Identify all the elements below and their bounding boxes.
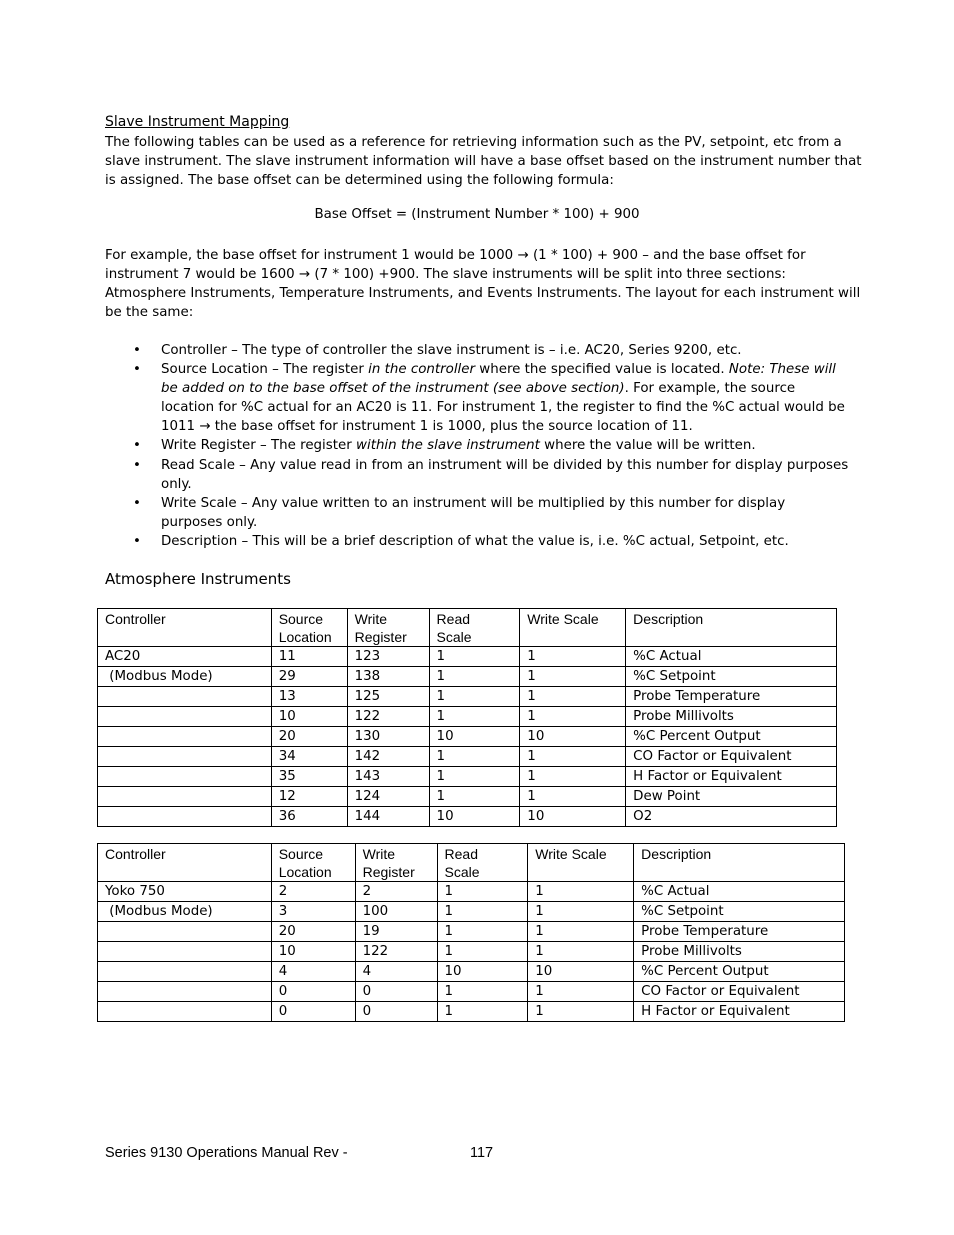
col-controller: Controller [98, 844, 272, 882]
table-cell: Yoko 750 [98, 882, 272, 902]
table-cell: %C Setpoint [626, 667, 837, 687]
list-item: • Controller – The type of controller the slave instrument is – i.e. AC20, Series 9200, etc. [105, 341, 850, 360]
table-cell: (Modbus Mode) [98, 667, 272, 687]
col-description: Description [634, 844, 845, 882]
table-cell: %C Setpoint [634, 902, 845, 922]
table-cell: 1 [429, 747, 520, 767]
table-cell: 1 [520, 787, 626, 807]
table-cell: 1 [437, 942, 528, 962]
table-cell [98, 787, 272, 807]
table-cell [98, 807, 272, 827]
table-cell [98, 767, 272, 787]
table-cell: 10 [520, 727, 626, 747]
table-cell: 1 [437, 1002, 528, 1022]
table-row [98, 902, 845, 922]
table-cell: 1 [429, 767, 520, 787]
table-cell: 20 [271, 727, 347, 747]
table-cell: 143 [347, 767, 429, 787]
table-row [98, 707, 837, 727]
table-cell: 122 [347, 707, 429, 727]
yoko750-mapping-table [97, 843, 845, 1022]
table-row [98, 1002, 845, 1022]
table-cell: 10 [429, 807, 520, 827]
table-cell: 1 [528, 922, 634, 942]
list-item: • Write Register – The register within the slave instrument where the value will be written. [105, 436, 850, 455]
table-cell [98, 687, 272, 707]
table-cell: 4 [355, 962, 437, 982]
table-cell: 1 [520, 647, 626, 667]
table-row [98, 982, 845, 1002]
example-paragraph: For example, the base offset for instrument 1 would be 1000 → (1 * 100) + 900 – and the base offset for instrument 7 would be 1600 → (7 * 100) +900. The slave instruments will be split into three sections: Atmosphere Instruments, Temperature Instruments, and Events Instruments. The layout for each instrument will be the same: [105, 248, 861, 321]
table-cell: 19 [355, 922, 437, 942]
col-controller: Controller [98, 609, 272, 647]
table-cell [98, 982, 272, 1002]
table-cell [98, 707, 272, 727]
table-cell: %C Actual [634, 882, 845, 902]
table-cell: (Modbus Mode) [98, 902, 272, 922]
table-cell: %C Percent Output [626, 727, 837, 747]
table-cell: O2 [626, 807, 837, 827]
table-row [98, 727, 837, 747]
col-source-location: Source Location [271, 609, 347, 647]
table-cell: 0 [271, 982, 355, 1002]
table-cell: 0 [355, 982, 437, 1002]
table-row [98, 647, 837, 667]
ac20-mapping-table [97, 608, 837, 827]
table-cell: 10 [429, 727, 520, 747]
table-cell: 13 [271, 687, 347, 707]
table-header-row [98, 844, 845, 882]
field-definitions-list [105, 341, 850, 551]
col-write-scale: Write Scale [528, 844, 634, 882]
col-write-scale: Write Scale [520, 609, 626, 647]
table-cell: 0 [355, 1002, 437, 1022]
table-cell: 1 [528, 942, 634, 962]
table-cell: 1 [437, 902, 528, 922]
table-row [98, 767, 837, 787]
table-cell: 10 [520, 807, 626, 827]
col-source-location: Source Location [271, 844, 355, 882]
table-cell: 2 [355, 882, 437, 902]
list-item: • Description – This will be a brief description of what the value is, i.e. %C actual, Setpoint, etc. [105, 532, 850, 551]
col-read-scale: Read Scale [437, 844, 528, 882]
list-item: • Source Location – The register in the controller where the specified value is located. Note: These will be added on to the base offset of the instrument (see above section). For example, the source location for %C actual for an AC20 is 11. For instrument 1, the register to find the %C actual would be 1011 → the base offset for instrument 1 is 1000, plus the source location of 11. [105, 360, 850, 436]
intro-paragraph: The following tables can be used as a reference for retrieving information such as the PV, setpoint, etc from a slave instrument. The slave instrument information will have a base offset based on the instrument number that is assigned. The base offset can be determined using the following formula: [105, 135, 862, 189]
table-cell: %C Actual [626, 647, 837, 667]
list-item: • Write Scale – Any value written to an instrument will be multiplied by this number for display purposes only. [105, 494, 850, 532]
table-cell: 36 [271, 807, 347, 827]
table-cell: 10 [528, 962, 634, 982]
table-cell: 1 [528, 882, 634, 902]
ac20-table-body [98, 647, 837, 827]
table-cell [98, 962, 272, 982]
table-cell: 1 [520, 667, 626, 687]
table-cell: 1 [429, 687, 520, 707]
table-cell: 1 [429, 707, 520, 727]
table-row [98, 882, 845, 902]
table-cell: 10 [271, 707, 347, 727]
col-write-register: Write Register [355, 844, 437, 882]
col-read-scale: Read Scale [429, 609, 520, 647]
table-cell: 1 [429, 647, 520, 667]
table-cell: 29 [271, 667, 347, 687]
table-cell: 10 [271, 942, 355, 962]
col-description: Description [626, 609, 837, 647]
table-cell: Probe Temperature [626, 687, 837, 707]
table-row [98, 962, 845, 982]
table-row [98, 942, 845, 962]
section-heading: Slave Instrument Mapping [105, 114, 290, 130]
table-cell: 20 [271, 922, 355, 942]
table-cell: 1 [520, 707, 626, 727]
table-cell: 1 [528, 1002, 634, 1022]
table-cell: CO Factor or Equivalent [634, 982, 845, 1002]
atmosphere-instruments-title: Atmosphere Instruments [105, 570, 291, 588]
table-cell: 100 [355, 902, 437, 922]
table-cell: H Factor or Equivalent [626, 767, 837, 787]
table-cell: 1 [520, 687, 626, 707]
table-cell: H Factor or Equivalent [634, 1002, 845, 1022]
table-cell: 1 [437, 882, 528, 902]
table-cell: Probe Millivolts [634, 942, 845, 962]
table-cell: Dew Point [626, 787, 837, 807]
table-cell: 125 [347, 687, 429, 707]
table-row [98, 747, 837, 767]
col-write-register: Write Register [347, 609, 429, 647]
yoko750-table-body [98, 882, 845, 1022]
table-cell: 122 [355, 942, 437, 962]
table-cell: 35 [271, 767, 347, 787]
table-cell: 130 [347, 727, 429, 747]
table-cell: 10 [437, 962, 528, 982]
table-cell [98, 922, 272, 942]
table-cell: %C Percent Output [634, 962, 845, 982]
table-cell: 142 [347, 747, 429, 767]
table-row [98, 922, 845, 942]
table-cell: Probe Millivolts [626, 707, 837, 727]
table-cell: CO Factor or Equivalent [626, 747, 837, 767]
table-cell: 1 [528, 982, 634, 1002]
table-cell: 144 [347, 807, 429, 827]
table-cell: 2 [271, 882, 355, 902]
table-cell [98, 942, 272, 962]
table-cell [98, 727, 272, 747]
footer-manual-title: Series 9130 Operations Manual Rev - [105, 1145, 348, 1161]
table-cell: 34 [271, 747, 347, 767]
table-row [98, 787, 837, 807]
table-cell: 1 [520, 767, 626, 787]
list-item: • Read Scale – Any value read in from an instrument will be divided by this number for display purposes only. [105, 456, 850, 494]
table-row [98, 807, 837, 827]
table-row [98, 667, 837, 687]
table-cell [98, 1002, 272, 1022]
table-cell: 3 [271, 902, 355, 922]
base-offset-formula: Base Offset = (Instrument Number * 100) + 900 [314, 207, 640, 222]
table-cell: 1 [437, 982, 528, 1002]
table-header-row [98, 609, 837, 647]
table-cell: 1 [437, 922, 528, 942]
page-number: 117 [470, 1145, 494, 1161]
table-cell: AC20 [98, 647, 272, 667]
table-row [98, 687, 837, 707]
table-cell: 123 [347, 647, 429, 667]
table-cell: 12 [271, 787, 347, 807]
table-cell: 138 [347, 667, 429, 687]
table-cell: 0 [271, 1002, 355, 1022]
table-cell: Probe Temperature [634, 922, 845, 942]
table-cell: 1 [429, 787, 520, 807]
table-cell [98, 747, 272, 767]
table-cell: 1 [528, 902, 634, 922]
table-cell: 1 [429, 667, 520, 687]
table-cell: 11 [271, 647, 347, 667]
table-cell: 4 [271, 962, 355, 982]
table-cell: 124 [347, 787, 429, 807]
table-cell: 1 [520, 747, 626, 767]
